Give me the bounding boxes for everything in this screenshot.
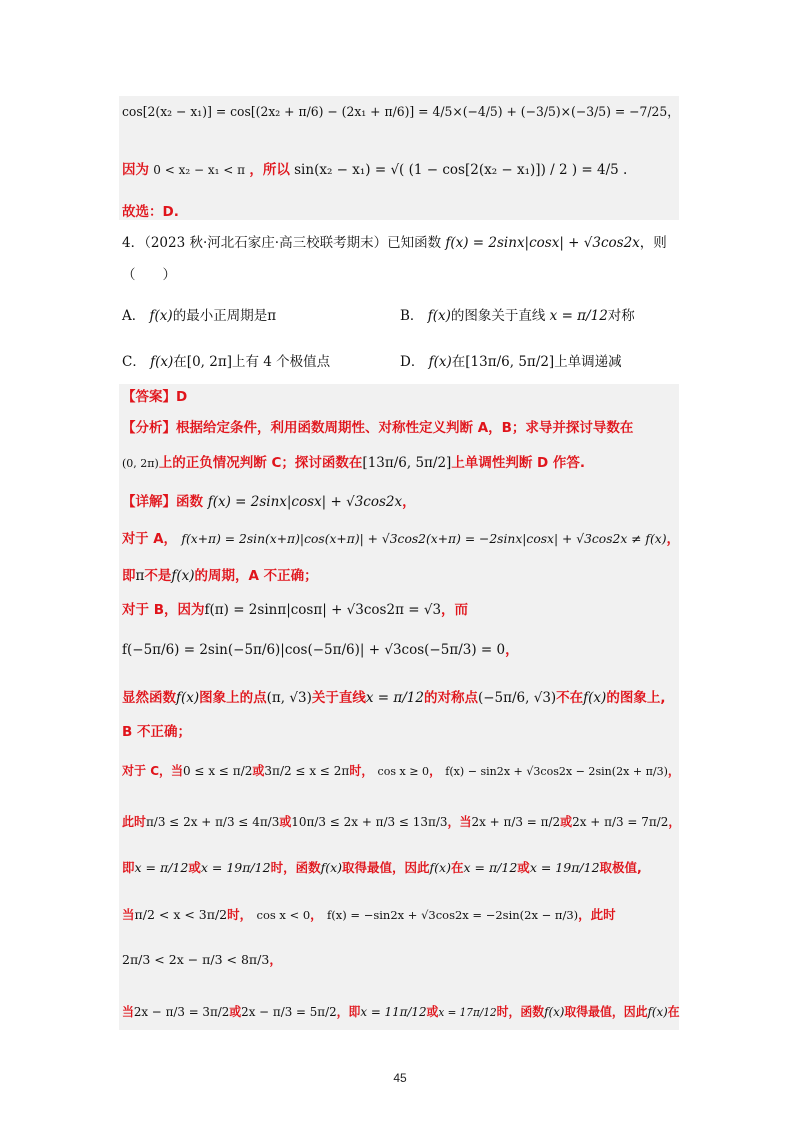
option-b: B． f(x)的图象关于直线 x = π/12对称 [400, 308, 635, 324]
check-c-line-1: 对于 C，当0 ≤ x ≤ π/2或3π/2 ≤ x ≤ 2π时， cos x ≥ 0， f(x) − sin2x + √3cos2x − 2sin(2x + π/3)， [122, 763, 680, 778]
conclusion-b-end: B 不正确； [122, 724, 191, 740]
check-c-line-2: 此时π/3 ≤ 2x + π/3 ≤ 4π/3或10π/3 ≤ 2x + π/3 ≤ 13π/3，当2x + π/3 = π/2或2x + π/3 = 7π/2， [122, 814, 681, 829]
page-number: 45 [393, 1071, 407, 1085]
check-b-line: 对于 B，因为f(π) = 2sinπ|cosπ| + √3cos2π = √3，而 [122, 602, 469, 618]
conclusion-b-line: 显然函数f(x)图象上的点(π, √3)关于直线x = π/12的对称点(−5π/6, √3)不在f(x)的图象上, [122, 690, 666, 706]
check-c-line-3: 即x = π/12或x = 19π/12时，函数f(x)取得最值，因此f(x)在x = π/12或x = 19π/12取极值, [122, 860, 642, 875]
question-paren: （ ） [122, 267, 176, 283]
option-c: C． f(x)在[0, 2π]上有 4 个极值点 [122, 354, 331, 370]
answer-label: 【答案】D [122, 389, 188, 405]
option-d: D． f(x)在[13π/6, 5π/2]上单调递减 [400, 354, 622, 370]
conclusion-a-line: 即π不是f(x)的周期，A 不正确； [122, 568, 318, 584]
check-a-line: 对于 A， f(x+π) = 2sin(x+π)|cos(x+π)| + √3cos2(x+π) = −2sinx|cosx| + √3cos2x ≠ f(x)， [122, 531, 680, 547]
check-c-line-5: 2π/3 < 2x − π/3 < 8π/3， [122, 952, 282, 967]
option-a: A． f(x)的最小正周期是π [122, 308, 277, 324]
question-stem: 4．（2023 秋·河北石家庄·高三校联考期末）已知函数 f(x) = 2sinx|cosx| + √3cos2x，则 [122, 235, 667, 251]
answer-select-line: 故选：D. [122, 204, 179, 220]
analysis-line-1: 【分析】根据给定条件，利用函数周期性、对称性定义判断 A，B；求导并探讨导数在 [122, 420, 634, 436]
check-c-line-4: 当π/2 < x < 3π/2时， cos x < 0， f(x) = −sin2x + √3cos2x = −2sin(2x − π/3)，此时 [122, 907, 616, 922]
check-b-eq-line: f(−5π/6) = 2sin(−5π/6)|cos(−5π/6)| + √3cos(−5π/3) = 0， [122, 642, 519, 658]
cos-identity-line: cos[2(x₂ − x₁)] = cos[(2x₂ + π/6) − (2x₁ + π/6)] = 4/5×(−4/5) + (−3/5)×(−3/5) = −7/25， [122, 105, 680, 120]
because-line: 因为 0 < x₂ − x₁ < π ，所以 sin(x₂ − x₁) = √( (1 − cos[2(x₂ − x₁)]) / 2 ) = 4/5 . [122, 162, 628, 178]
detail-line: 【详解】函数 f(x) = 2sinx|cosx| + √3cos2x， [122, 494, 416, 510]
analysis-line-2: (0, 2π)上的正负情况判断 C；探讨函数在[13π/6, 5π/2]上单调性判断 D 作答. [122, 455, 586, 471]
check-c-line-6: 当2x − π/3 = 3π/2或2x − π/3 = 5π/2，即x = 11π/12或x = 17π/12时，函数f(x)取得最值，因此f(x)在 [122, 1004, 680, 1019]
